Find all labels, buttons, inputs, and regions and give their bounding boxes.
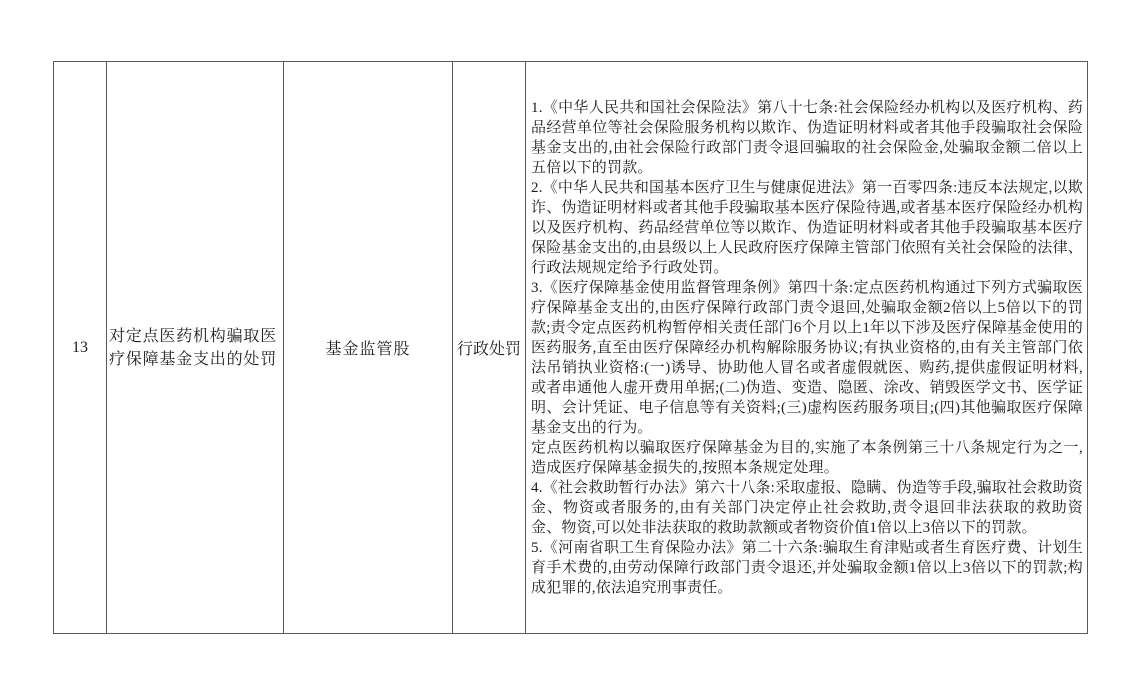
legal-basis-paragraph: 5.《河南省职工生育保险办法》第二十六条:骗取生育津贴或者生育医疗费、计划生育手术费的,由劳动保障行政部门责令退还,并处骗取金额1倍以上3倍以下的罚款;构成犯罪的,依法追究刑事责任。 <box>531 539 1083 596</box>
legal-basis-cell <box>526 62 1088 634</box>
legal-basis-paragraph: 3.《医疗保障基金使用监督管理条例》第四十条:定点医药机构通过下列方式骗取医疗保障基金支出的,由医疗保障行政部门责令退回,处骗取金额2倍以上5倍以下的罚款;责令定点医药机构暂停相关责任部门6个月以上1年以下涉及医疗保障基金使用的医药服务,直至由医疗保障经办机构解除服务协议;有执业资格的,由有关主管部门依法吊销执业资格:(一)诱导、协助他人冒名或者虚假就医、购药,提供虚假证明材料,或者串通他人虚开费用单据;(二)伪造、变造、隐匿、涂改、销毁医学文书、医学证明、会计凭证、电子信息等有关资料;(三)虚构医药服务项目;(四)其他骗取医疗保障基金支出的行为。 <box>531 279 1083 436</box>
row-number-cell: 13 <box>54 62 107 634</box>
legal-basis-paragraph: 1.《中华人民共和国社会保险法》第八十七条:社会保险经办机构以及医疗机构、药品经营单位等社会保险服务机构以欺诈、伪造证明材料或者其他手段骗取社会保险基金支出的,由社会保险行政部门责令退回骗取的社会保险金,处骗取金额二倍以上五倍以下的罚款。 <box>531 99 1083 176</box>
penalty-table <box>53 61 1088 634</box>
penalty-item-cell: 对定点医药机构骗取医疗保障基金支出的处罚 <box>107 62 284 634</box>
legal-basis-paragraph: 4.《社会救助暂行办法》第六十八条:采取虚报、隐瞒、伪造等手段,骗取社会救助资金、物资或者服务的,由有关部门决定停止社会救助,责令退回非法获取的救助资金、物资,可以处非法获取的救助款额或者物资价值1倍以上3倍以下的罚款。 <box>531 479 1083 536</box>
penalty-type-cell: 行政处罚 <box>453 62 526 634</box>
department-cell: 基金监管股 <box>284 62 453 634</box>
legal-basis-paragraph: 定点医药机构以骗取医疗保障基金为目的,实施了本条例第三十八条规定行为之一,造成医疗保障基金损失的,按照本条规定处理。 <box>531 439 1083 476</box>
legal-basis-paragraph: 2.《中华人民共和国基本医疗卫生与健康促进法》第一百零四条:违反本法规定,以欺诈、伪造证明材料或者其他手段骗取基本医疗保险待遇,或者基本医疗保险经办机构以及医疗机构、药品经营单位等以欺诈、伪造证明材料或者其他手段骗取基本医疗保险基金支出的,由县级以上人民政府医疗保障主管部门依照有关社会保险的法律、行政法规规定给予行政处罚。 <box>531 179 1083 276</box>
table-row <box>54 62 1088 634</box>
